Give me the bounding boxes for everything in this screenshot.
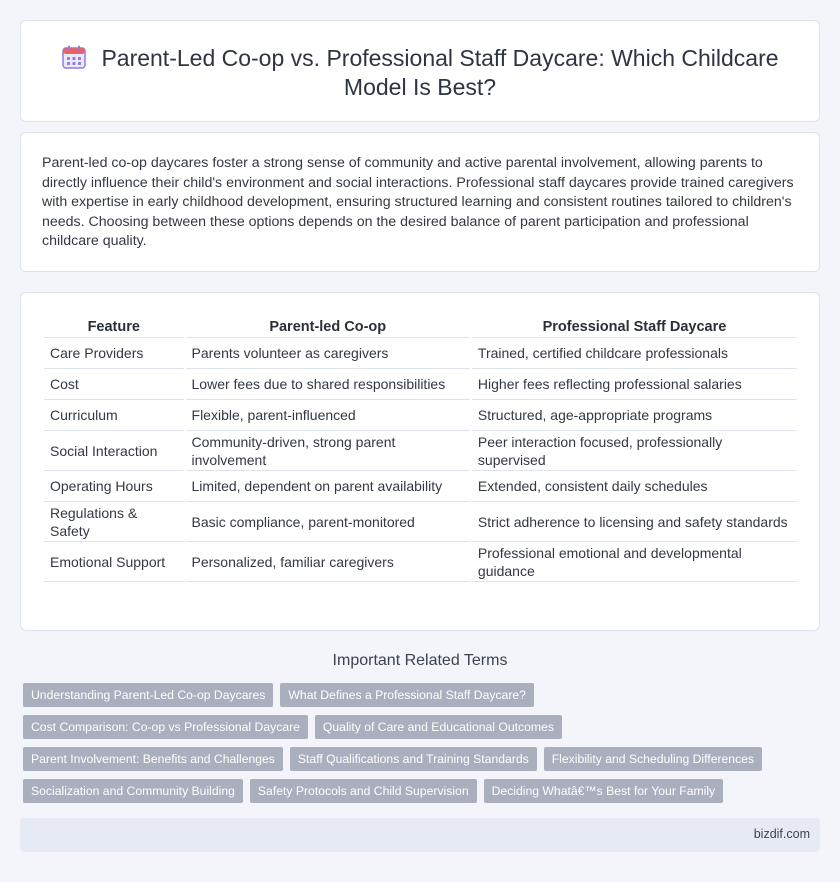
cell-feature: Care Providers (44, 338, 184, 369)
header-feature: Feature (44, 315, 184, 338)
page-title: Parent-Led Co-op vs. Professional Staff Daycare: Which Childcare Model Is Best? (101, 45, 779, 100)
cell-professional: Strict adherence to licensing and safety standards (472, 502, 797, 542)
table-row (44, 431, 797, 471)
related-term-tag[interactable]: What Defines a Professional Staff Daycare? (280, 683, 534, 707)
header-professional: Professional Staff Daycare (472, 315, 797, 338)
cell-professional: Trained, certified childcare professionals (472, 338, 797, 369)
intro-card (20, 132, 820, 272)
table-header-row (44, 315, 797, 338)
related-term-tag[interactable]: Cost Comparison: Co-op vs Professional Daycare (23, 715, 308, 739)
related-term-tag[interactable]: Quality of Care and Educational Outcomes (315, 715, 562, 739)
table-row (44, 338, 797, 369)
related-terms-list (23, 683, 813, 803)
cell-professional: Structured, age-appropriate programs (472, 400, 797, 431)
cell-feature: Emotional Support (44, 542, 184, 582)
cell-feature: Regulations & Safety (44, 502, 184, 542)
cell-parent-led: Personalized, familiar caregivers (186, 542, 470, 582)
table-row (44, 400, 797, 431)
title-card (20, 20, 820, 122)
cell-parent-led: Flexible, parent-influenced (186, 400, 470, 431)
table-row (44, 502, 797, 542)
related-term-tag[interactable]: Flexibility and Scheduling Differences (544, 747, 762, 771)
cell-professional: Peer interaction focused, professionally supervised (472, 431, 797, 471)
footer-bar (20, 818, 820, 852)
cell-professional: Professional emotional and developmental guidance (472, 542, 797, 582)
related-term-tag[interactable]: Safety Protocols and Child Supervision (250, 779, 477, 803)
cell-parent-led: Parents volunteer as caregivers (186, 338, 470, 369)
related-term-tag[interactable]: Parent Involvement: Benefits and Challenges (23, 747, 283, 771)
related-term-tag[interactable]: Understanding Parent-Led Co-op Daycares (23, 683, 273, 707)
related-terms-title: Important Related Terms (332, 652, 508, 669)
intro-paragraph: Parent-led co-op daycares foster a strong sense of community and active parental involvement, allowing parents to directly influence their child's environment and social interactions. Professional staff daycares provide trained caregivers with expertise in early childhood development, ensuring structured learning and consistent routines tailored to children's needs. Choosing between these options depends on the desired balance of parent participation and professional childcare quality. (42, 155, 794, 249)
table-row (44, 471, 797, 502)
cell-professional: Higher fees reflecting professional salaries (472, 369, 797, 400)
comparison-table (42, 315, 799, 582)
cell-feature: Operating Hours (44, 471, 184, 502)
calendar-icon (61, 44, 87, 70)
cell-feature: Social Interaction (44, 431, 184, 471)
cell-parent-led: Community-driven, strong parent involvement (186, 431, 470, 471)
related-term-tag[interactable]: Staff Qualifications and Training Standards (290, 747, 537, 771)
cell-feature: Cost (44, 369, 184, 400)
cell-professional: Extended, consistent daily schedules (472, 471, 797, 502)
table-row (44, 542, 797, 582)
header-parent-led: Parent-led Co-op (186, 315, 470, 338)
cell-parent-led: Basic compliance, parent-monitored (186, 502, 470, 542)
page-title-wrap (45, 44, 795, 102)
cell-parent-led: Lower fees due to shared responsibilities (186, 369, 470, 400)
related-term-tag[interactable]: Socialization and Community Building (23, 779, 243, 803)
comparison-card (20, 292, 820, 631)
related-term-tag[interactable]: Deciding Whatâ€™s Best for Your Family (484, 779, 724, 803)
cell-feature: Curriculum (44, 400, 184, 431)
table-row (44, 369, 797, 400)
cell-parent-led: Limited, dependent on parent availability (186, 471, 470, 502)
footer-site-link[interactable]: bizdif.com (753, 827, 810, 841)
